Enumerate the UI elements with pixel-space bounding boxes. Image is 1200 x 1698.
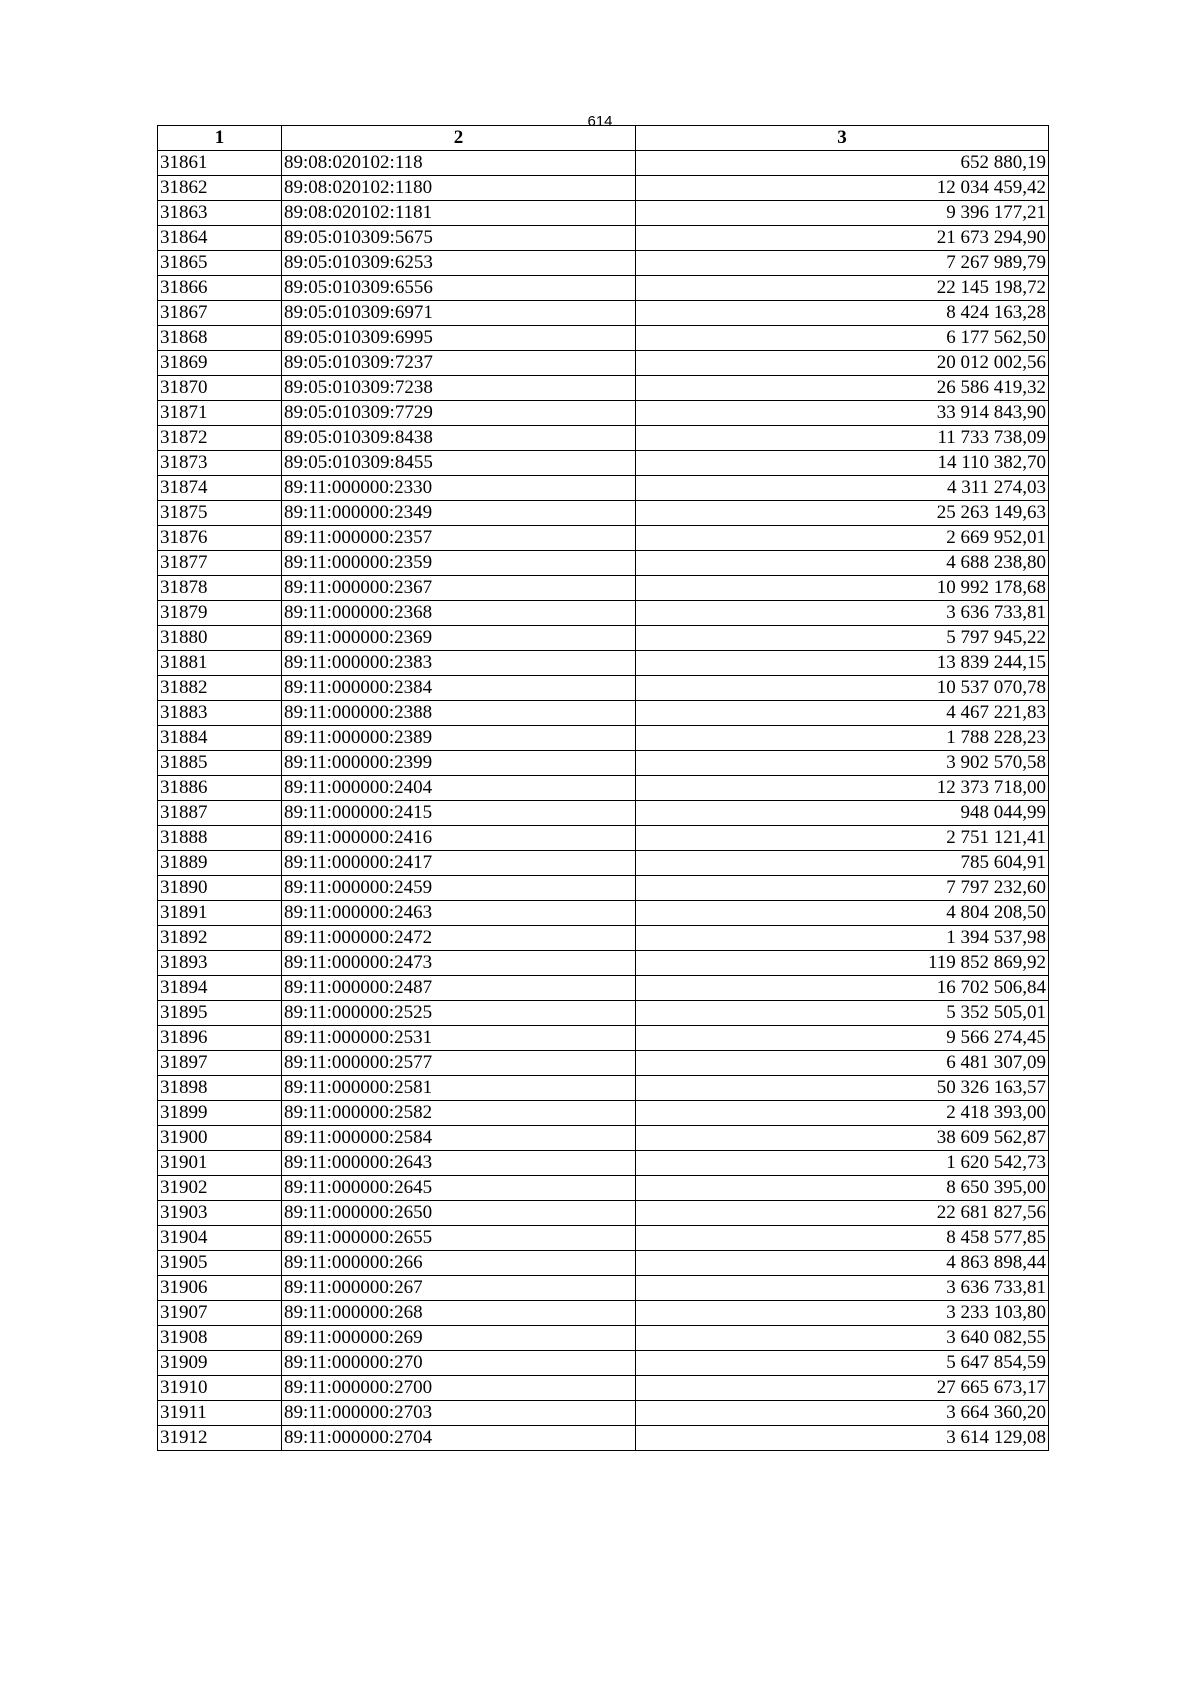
cadastral-number-cell: 89:11:000000:270 — [282, 1351, 636, 1376]
cadastral-number-cell: 89:11:000000:269 — [282, 1326, 636, 1351]
cadastral-number-cell: 89:08:020102:1180 — [282, 176, 636, 201]
row-number-cell: 31895 — [158, 1001, 282, 1026]
row-number-cell: 31863 — [158, 201, 282, 226]
row-number-cell: 31869 — [158, 351, 282, 376]
value-cell: 3 640 082,55 — [636, 1326, 1049, 1351]
table-row — [158, 551, 1049, 576]
table-row — [158, 351, 1049, 376]
row-number-cell: 31901 — [158, 1151, 282, 1176]
value-cell: 13 839 244,15 — [636, 651, 1049, 676]
cadastral-number-cell: 89:11:000000:2581 — [282, 1076, 636, 1101]
table-row — [158, 1051, 1049, 1076]
row-number-cell: 31884 — [158, 726, 282, 751]
table-row — [158, 776, 1049, 801]
value-cell: 16 702 506,84 — [636, 976, 1049, 1001]
row-number-cell: 31902 — [158, 1176, 282, 1201]
table-row — [158, 826, 1049, 851]
cadastral-number-cell: 89:11:000000:2357 — [282, 526, 636, 551]
value-cell: 1 394 537,98 — [636, 926, 1049, 951]
row-number-cell: 31892 — [158, 926, 282, 951]
cadastral-number-cell: 89:11:000000:2525 — [282, 1001, 636, 1026]
value-cell: 22 145 198,72 — [636, 276, 1049, 301]
table-row — [158, 1251, 1049, 1276]
row-number-cell: 31894 — [158, 976, 282, 1001]
value-cell: 3 636 733,81 — [636, 601, 1049, 626]
row-number-cell: 31908 — [158, 1326, 282, 1351]
cadastral-number-cell: 89:11:000000:268 — [282, 1301, 636, 1326]
value-cell: 12 373 718,00 — [636, 776, 1049, 801]
value-cell: 50 326 163,57 — [636, 1076, 1049, 1101]
table-row — [158, 1176, 1049, 1201]
table-row — [158, 226, 1049, 251]
row-number-cell: 31887 — [158, 801, 282, 826]
column-header-2: 2 — [282, 126, 636, 151]
row-number-cell: 31879 — [158, 601, 282, 626]
table-row — [158, 151, 1049, 176]
cadastral-number-cell: 89:11:000000:2415 — [282, 801, 636, 826]
table-row — [158, 1101, 1049, 1126]
value-cell: 948 044,99 — [636, 801, 1049, 826]
table-row — [158, 626, 1049, 651]
table-row — [158, 1401, 1049, 1426]
row-number-cell: 31903 — [158, 1201, 282, 1226]
cadastral-number-cell: 89:11:000000:2389 — [282, 726, 636, 751]
value-cell: 2 751 121,41 — [636, 826, 1049, 851]
table-row — [158, 601, 1049, 626]
cadastral-number-cell: 89:11:000000:2349 — [282, 501, 636, 526]
table-row — [158, 801, 1049, 826]
value-cell: 785 604,91 — [636, 851, 1049, 876]
value-cell: 11 733 738,09 — [636, 426, 1049, 451]
table-row — [158, 1001, 1049, 1026]
row-number-cell: 31890 — [158, 876, 282, 901]
value-cell: 1 620 542,73 — [636, 1151, 1049, 1176]
cadastral-number-cell: 89:05:010309:7729 — [282, 401, 636, 426]
cadastral-number-cell: 89:08:020102:1181 — [282, 201, 636, 226]
value-cell: 4 863 898,44 — [636, 1251, 1049, 1276]
cadastral-number-cell: 89:11:000000:2643 — [282, 1151, 636, 1176]
table-row — [158, 1376, 1049, 1401]
value-cell: 3 614 129,08 — [636, 1426, 1049, 1451]
value-cell: 3 664 360,20 — [636, 1401, 1049, 1426]
value-cell: 21 673 294,90 — [636, 226, 1049, 251]
table-row — [158, 1226, 1049, 1251]
row-number-cell: 31866 — [158, 276, 282, 301]
row-number-cell: 31888 — [158, 826, 282, 851]
value-cell: 9 396 177,21 — [636, 201, 1049, 226]
table-row — [158, 1426, 1049, 1451]
table-row — [158, 251, 1049, 276]
table-row — [158, 976, 1049, 1001]
value-cell: 4 467 221,83 — [636, 701, 1049, 726]
cadastral-number-cell: 89:11:000000:2645 — [282, 1176, 636, 1201]
table-row — [158, 951, 1049, 976]
cadastral-number-cell: 89:11:000000:2359 — [282, 551, 636, 576]
table-row — [158, 1276, 1049, 1301]
row-number-cell: 31906 — [158, 1276, 282, 1301]
value-cell: 4 311 274,03 — [636, 476, 1049, 501]
value-cell: 22 681 827,56 — [636, 1201, 1049, 1226]
value-cell: 5 647 854,59 — [636, 1351, 1049, 1376]
column-header-1: 1 — [158, 126, 282, 151]
row-number-cell: 31911 — [158, 1401, 282, 1426]
row-number-cell: 31868 — [158, 326, 282, 351]
cadastral-number-cell: 89:11:000000:2368 — [282, 601, 636, 626]
row-number-cell: 31871 — [158, 401, 282, 426]
row-number-cell: 31905 — [158, 1251, 282, 1276]
row-number-cell: 31909 — [158, 1351, 282, 1376]
table-row — [158, 676, 1049, 701]
cadastral-number-cell: 89:11:000000:2700 — [282, 1376, 636, 1401]
table-row — [158, 326, 1049, 351]
row-number-cell: 31898 — [158, 1076, 282, 1101]
value-cell: 7 267 989,79 — [636, 251, 1049, 276]
value-cell: 38 609 562,87 — [636, 1126, 1049, 1151]
table-row — [158, 1326, 1049, 1351]
row-number-cell: 31864 — [158, 226, 282, 251]
value-cell: 10 537 070,78 — [636, 676, 1049, 701]
value-cell: 3 902 570,58 — [636, 751, 1049, 776]
cadastral-number-cell: 89:05:010309:8438 — [282, 426, 636, 451]
cadastral-number-cell: 89:11:000000:2703 — [282, 1401, 636, 1426]
row-number-cell: 31882 — [158, 676, 282, 701]
row-number-cell: 31880 — [158, 626, 282, 651]
table-row — [158, 1201, 1049, 1226]
value-cell: 33 914 843,90 — [636, 401, 1049, 426]
table-row — [158, 276, 1049, 301]
value-cell: 1 788 228,23 — [636, 726, 1049, 751]
value-cell: 7 797 232,60 — [636, 876, 1049, 901]
cadastral-number-cell: 89:05:010309:6971 — [282, 301, 636, 326]
row-number-cell: 31883 — [158, 701, 282, 726]
value-cell: 26 586 419,32 — [636, 376, 1049, 401]
table-row — [158, 751, 1049, 776]
table-row — [158, 701, 1049, 726]
table-row — [158, 851, 1049, 876]
table-row — [158, 926, 1049, 951]
value-cell: 9 566 274,45 — [636, 1026, 1049, 1051]
table-row — [158, 501, 1049, 526]
cadastral-number-cell: 89:05:010309:6995 — [282, 326, 636, 351]
header-row — [158, 126, 1049, 151]
value-cell: 2 669 952,01 — [636, 526, 1049, 551]
cadastral-number-cell: 89:11:000000:2416 — [282, 826, 636, 851]
cadastral-number-cell: 89:11:000000:2388 — [282, 701, 636, 726]
row-number-cell: 31872 — [158, 426, 282, 451]
row-number-cell: 31877 — [158, 551, 282, 576]
row-number-cell: 31881 — [158, 651, 282, 676]
row-number-cell: 31893 — [158, 951, 282, 976]
cadastral-number-cell: 89:11:000000:2367 — [282, 576, 636, 601]
value-cell: 3 233 103,80 — [636, 1301, 1049, 1326]
value-cell: 6 177 562,50 — [636, 326, 1049, 351]
row-number-cell: 31878 — [158, 576, 282, 601]
register-table — [157, 125, 1049, 1451]
row-number-cell: 31910 — [158, 1376, 282, 1401]
cadastral-number-cell: 89:05:010309:7237 — [282, 351, 636, 376]
cadastral-number-cell: 89:05:010309:6253 — [282, 251, 636, 276]
row-number-cell: 31896 — [158, 1026, 282, 1051]
cadastral-number-cell: 89:05:010309:7238 — [282, 376, 636, 401]
cadastral-number-cell: 89:11:000000:2417 — [282, 851, 636, 876]
cadastral-number-cell: 89:11:000000:2650 — [282, 1201, 636, 1226]
row-number-cell: 31876 — [158, 526, 282, 551]
cadastral-number-cell: 89:05:010309:6556 — [282, 276, 636, 301]
table-row — [158, 1351, 1049, 1376]
value-cell: 20 012 002,56 — [636, 351, 1049, 376]
cadastral-number-cell: 89:11:000000:2577 — [282, 1051, 636, 1076]
cadastral-number-cell: 89:05:010309:5675 — [282, 226, 636, 251]
value-cell: 5 797 945,22 — [636, 626, 1049, 651]
table-header — [158, 126, 1049, 151]
value-cell: 27 665 673,17 — [636, 1376, 1049, 1401]
value-cell: 14 110 382,70 — [636, 451, 1049, 476]
table-row — [158, 301, 1049, 326]
cadastral-number-cell: 89:11:000000:2369 — [282, 626, 636, 651]
row-number-cell: 31891 — [158, 901, 282, 926]
value-cell: 119 852 869,92 — [636, 951, 1049, 976]
value-cell: 12 034 459,42 — [636, 176, 1049, 201]
value-cell: 4 804 208,50 — [636, 901, 1049, 926]
table-row — [158, 1126, 1049, 1151]
cadastral-number-cell: 89:11:000000:267 — [282, 1276, 636, 1301]
row-number-cell: 31904 — [158, 1226, 282, 1251]
row-number-cell: 31900 — [158, 1126, 282, 1151]
cadastral-number-cell: 89:11:000000:2399 — [282, 751, 636, 776]
cadastral-number-cell: 89:11:000000:2584 — [282, 1126, 636, 1151]
cadastral-number-cell: 89:11:000000:2655 — [282, 1226, 636, 1251]
value-cell: 6 481 307,09 — [636, 1051, 1049, 1076]
value-cell: 5 352 505,01 — [636, 1001, 1049, 1026]
table-row — [158, 201, 1049, 226]
row-number-cell: 31865 — [158, 251, 282, 276]
table-row — [158, 376, 1049, 401]
cadastral-number-cell: 89:11:000000:2463 — [282, 901, 636, 926]
table-row — [158, 901, 1049, 926]
cadastral-number-cell: 89:11:000000:2472 — [282, 926, 636, 951]
value-cell: 2 418 393,00 — [636, 1101, 1049, 1126]
row-number-cell: 31897 — [158, 1051, 282, 1076]
cadastral-number-cell: 89:05:010309:8455 — [282, 451, 636, 476]
table-row — [158, 451, 1049, 476]
table-row — [158, 1151, 1049, 1176]
row-number-cell: 31885 — [158, 751, 282, 776]
row-number-cell: 31889 — [158, 851, 282, 876]
row-number-cell: 31867 — [158, 301, 282, 326]
table-row — [158, 726, 1049, 751]
table-row — [158, 651, 1049, 676]
row-number-cell: 31907 — [158, 1301, 282, 1326]
row-number-cell: 31870 — [158, 376, 282, 401]
table-row — [158, 1301, 1049, 1326]
value-cell: 4 688 238,80 — [636, 551, 1049, 576]
value-cell: 652 880,19 — [636, 151, 1049, 176]
cadastral-number-cell: 89:11:000000:2330 — [282, 476, 636, 501]
cadastral-number-cell: 89:11:000000:2487 — [282, 976, 636, 1001]
column-header-3: 3 — [636, 126, 1049, 151]
cadastral-number-cell: 89:11:000000:2459 — [282, 876, 636, 901]
cadastral-number-cell: 89:11:000000:2531 — [282, 1026, 636, 1051]
row-number-cell: 31874 — [158, 476, 282, 501]
row-number-cell: 31861 — [158, 151, 282, 176]
page-number: 614 — [587, 113, 613, 130]
value-cell: 8 650 395,00 — [636, 1176, 1049, 1201]
table-row — [158, 1026, 1049, 1051]
row-number-cell: 31912 — [158, 1426, 282, 1451]
value-cell: 25 263 149,63 — [636, 501, 1049, 526]
cadastral-number-cell: 89:11:000000:2704 — [282, 1426, 636, 1451]
cadastral-number-cell: 89:11:000000:266 — [282, 1251, 636, 1276]
table-row — [158, 176, 1049, 201]
cadastral-number-cell: 89:11:000000:2383 — [282, 651, 636, 676]
row-number-cell: 31875 — [158, 501, 282, 526]
cadastral-number-cell: 89:08:020102:118 — [282, 151, 636, 176]
value-cell: 8 458 577,85 — [636, 1226, 1049, 1251]
value-cell: 3 636 733,81 — [636, 1276, 1049, 1301]
table-body — [158, 151, 1049, 1451]
table-row — [158, 876, 1049, 901]
table-row — [158, 526, 1049, 551]
table-row — [158, 1076, 1049, 1101]
row-number-cell: 31873 — [158, 451, 282, 476]
table-row — [158, 476, 1049, 501]
table-row — [158, 401, 1049, 426]
cadastral-number-cell: 89:11:000000:2582 — [282, 1101, 636, 1126]
row-number-cell: 31862 — [158, 176, 282, 201]
row-number-cell: 31899 — [158, 1101, 282, 1126]
cadastral-number-cell: 89:11:000000:2473 — [282, 951, 636, 976]
cadastral-number-cell: 89:11:000000:2384 — [282, 676, 636, 701]
table-row — [158, 426, 1049, 451]
value-cell: 8 424 163,28 — [636, 301, 1049, 326]
row-number-cell: 31886 — [158, 776, 282, 801]
cadastral-number-cell: 89:11:000000:2404 — [282, 776, 636, 801]
value-cell: 10 992 178,68 — [636, 576, 1049, 601]
table-row — [158, 576, 1049, 601]
